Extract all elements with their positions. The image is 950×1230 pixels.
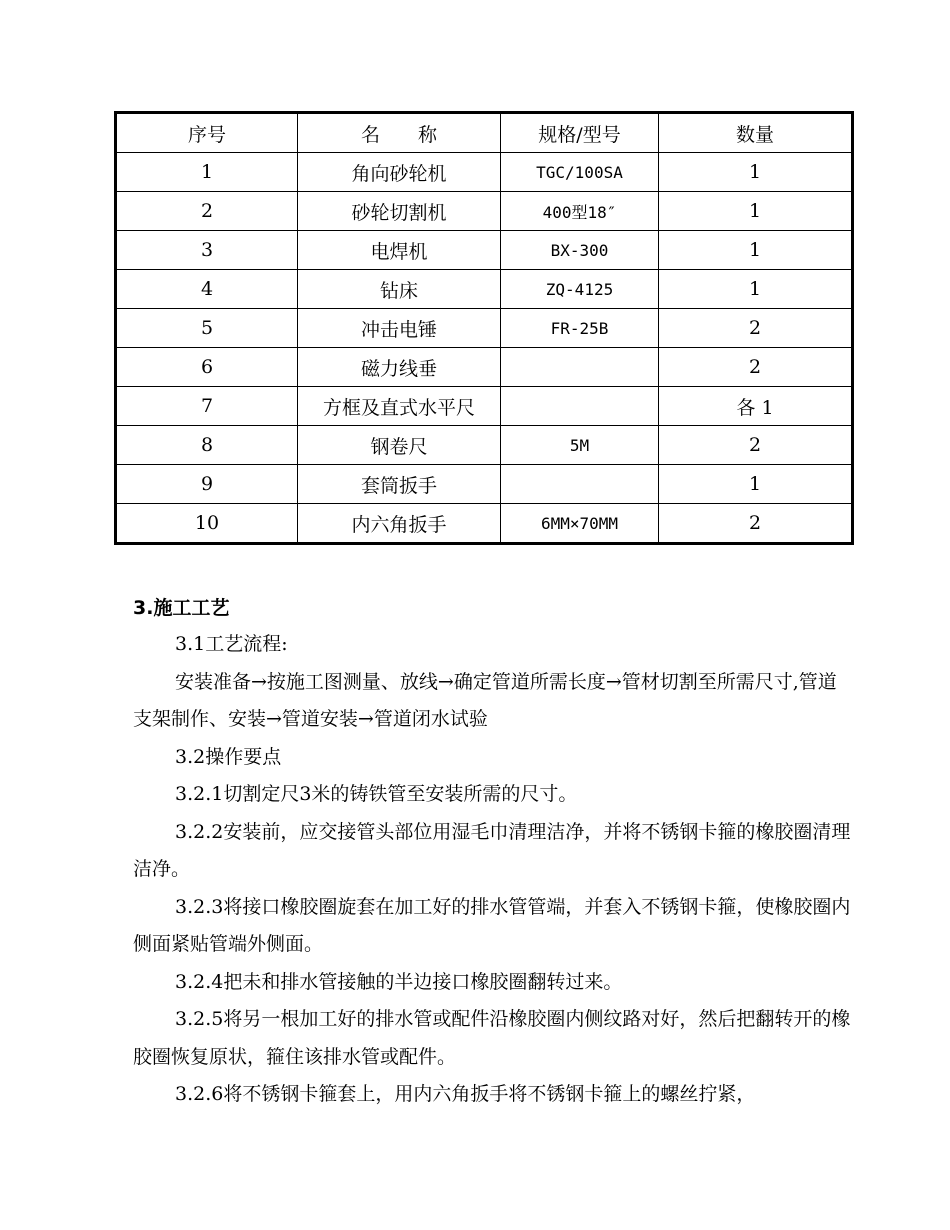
- cell-qty: 各 1: [659, 387, 853, 426]
- cell-spec: ZQ-4125: [501, 270, 659, 309]
- cell-no: 10: [116, 504, 298, 544]
- header-spec: 规格/型号: [501, 113, 659, 153]
- cell-spec: 5M: [501, 426, 659, 465]
- cell-no: 3: [116, 231, 298, 270]
- step-paragraph: 3.2.6将不锈钢卡箍套上，用内六角扳手将不锈钢卡箍上的螺丝拧紧，: [175, 1083, 756, 1105]
- cell-no: 8: [116, 426, 298, 465]
- cell-no: 7: [116, 387, 298, 426]
- step-paragraph: 3.2.3将接口橡胶圈旋套在加工好的排水管管端，并套入不锈钢卡箍，使橡胶圈内侧面紧贴管端外侧面。: [133, 895, 851, 955]
- table-row: [116, 465, 853, 504]
- cell-spec: BX-300: [501, 231, 659, 270]
- cell-qty: 1: [659, 192, 853, 231]
- table-row: [116, 270, 853, 309]
- table-row: [116, 426, 853, 465]
- cell-spec: [501, 387, 659, 426]
- table-row: [116, 504, 853, 544]
- cell-spec: 400型18″: [501, 192, 659, 231]
- cell-qty: 2: [659, 348, 853, 387]
- table-row: [116, 387, 853, 426]
- table-header-row: [116, 113, 853, 153]
- section-heading: 3.施工工艺: [133, 597, 230, 619]
- cell-qty: 1: [659, 231, 853, 270]
- step-paragraph: 3.2.5将另一根加工好的排水管或配件沿橡胶圈内侧纹路对好，然后把翻转开的橡胶圈恢复原状，箍住该排水管或配件。: [133, 1008, 851, 1068]
- cell-spec: [501, 465, 659, 504]
- cell-name: 磁力线垂: [298, 348, 501, 387]
- cell-qty: 2: [659, 309, 853, 348]
- equipment-table: [114, 111, 854, 545]
- cell-name: 冲击电锤: [298, 309, 501, 348]
- header-name: 名 称: [298, 113, 501, 153]
- cell-qty: 1: [659, 465, 853, 504]
- cell-name: 电焊机: [298, 231, 501, 270]
- table-row: [116, 348, 853, 387]
- cell-name: 内六角扳手: [298, 504, 501, 544]
- cell-name: 套筒扳手: [298, 465, 501, 504]
- cell-name: 方框及直式水平尺: [298, 387, 501, 426]
- cell-qty: 1: [659, 153, 853, 192]
- cell-no: 9: [116, 465, 298, 504]
- cell-no: 4: [116, 270, 298, 309]
- process-flow: 安装准备→按施工图测量、放线→确定管道所需长度→管材切割至所需尺寸,管道支架制作、安装→管道安装→管道闭水试验: [133, 670, 837, 730]
- header-no: 序号: [116, 113, 298, 153]
- subsection-title: 3.1工艺流程:: [175, 633, 288, 655]
- cell-name: 角向砂轮机: [298, 153, 501, 192]
- table-row: [116, 309, 853, 348]
- table-row: [116, 153, 853, 192]
- table-row: [116, 231, 853, 270]
- cell-name: 钢卷尺: [298, 426, 501, 465]
- cell-spec: TGC/100SA: [501, 153, 659, 192]
- cell-spec: FR-25B: [501, 309, 659, 348]
- cell-no: 2: [116, 192, 298, 231]
- cell-no: 6: [116, 348, 298, 387]
- cell-name: 钻床: [298, 270, 501, 309]
- cell-qty: 2: [659, 504, 853, 544]
- cell-name: 砂轮切割机: [298, 192, 501, 231]
- cell-spec: [501, 348, 659, 387]
- cell-qty: 2: [659, 426, 853, 465]
- cell-no: 1: [116, 153, 298, 192]
- cell-spec: 6MM×70MM: [501, 504, 659, 544]
- subsection-title: 3.2操作要点: [175, 745, 282, 768]
- header-qty: 数量: [659, 113, 853, 153]
- table-row: [116, 192, 853, 231]
- step-paragraph: 3.2.1切割定尺3米的铸铁管至安装所需的尺寸。: [175, 783, 578, 805]
- cell-no: 5: [116, 309, 298, 348]
- cell-qty: 1: [659, 270, 853, 309]
- section-text: [133, 590, 853, 1114]
- step-paragraph: 3.2.4把未和排水管接触的半边接口橡胶圈翻转过来。: [175, 970, 623, 993]
- step-paragraph: 3.2.2安装前，应交接管头部位用湿毛巾清理洁净，并将不锈钢卡箍的橡胶圈清理洁净。: [133, 820, 851, 880]
